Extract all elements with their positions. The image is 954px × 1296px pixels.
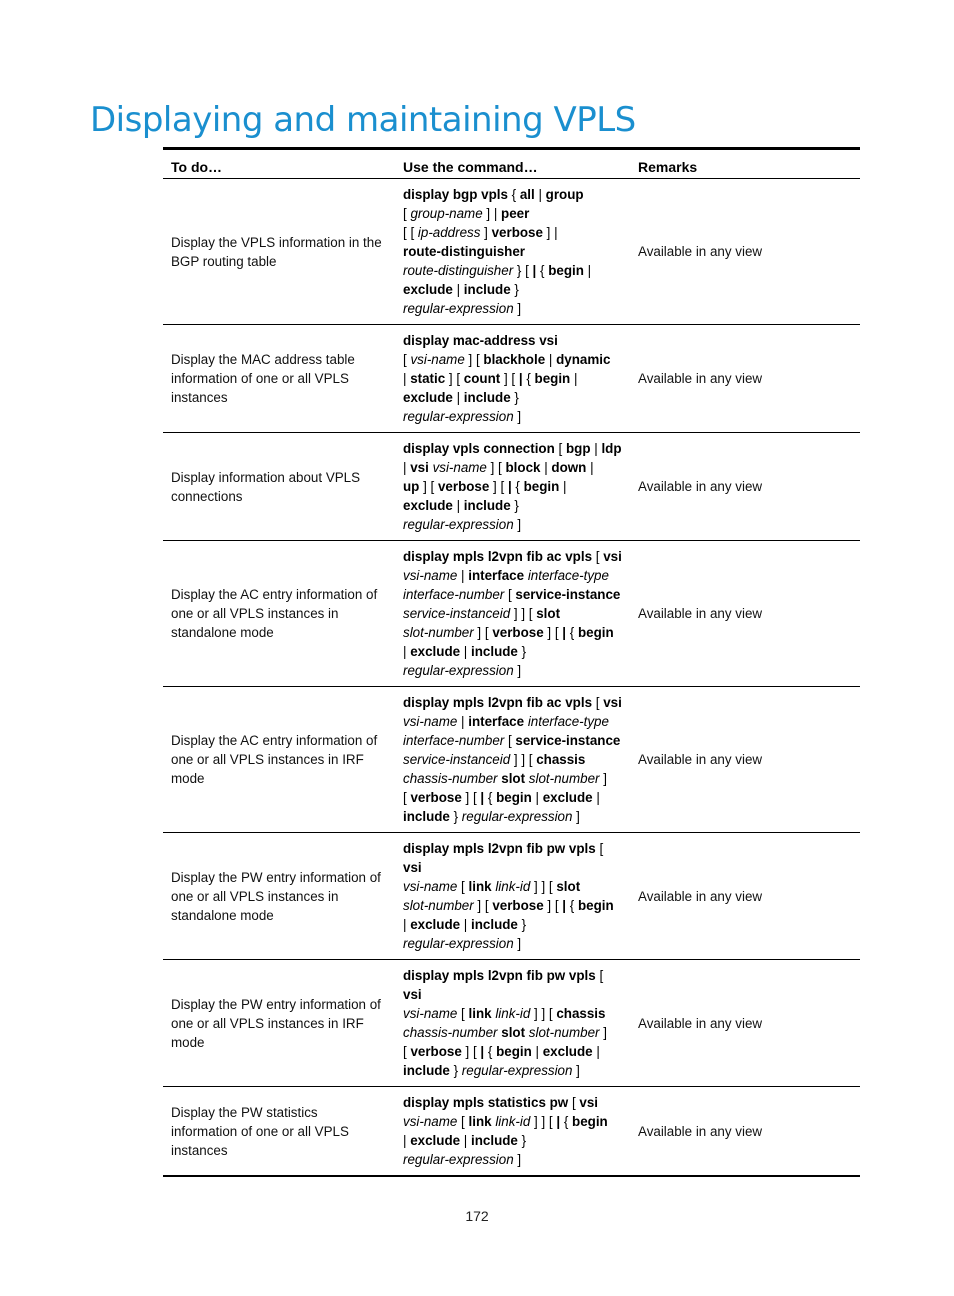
syntax-punctuation: } xyxy=(449,809,462,824)
syntax-punctuation: ] ] [ xyxy=(510,752,537,767)
syntax-punctuation: | xyxy=(531,790,543,805)
syntax-punctuation: ] xyxy=(599,1025,607,1040)
keyword: ldp xyxy=(601,441,622,456)
syntax-punctuation: ] [ xyxy=(473,625,493,640)
argument: vsi-name xyxy=(403,1006,458,1021)
argument: regular-expression xyxy=(403,301,514,316)
command-syntax xyxy=(395,833,630,960)
syntax-punctuation: ] ] [ xyxy=(530,1006,557,1021)
argument: regular-expression xyxy=(403,936,514,951)
task-description: Display the PW entry information of one or all VPLS instances in IRF mode xyxy=(171,996,381,1050)
keyword: dynamic xyxy=(556,352,611,367)
syntax-punctuation: ] | xyxy=(482,206,502,221)
header-command: Use the command… xyxy=(403,159,538,175)
task-description: Display the MAC address table information of one or all VPLS instances xyxy=(171,352,355,405)
table-body xyxy=(163,179,860,1177)
keyword: display mpls statistics pw xyxy=(403,1095,569,1110)
keyword: begin xyxy=(572,1114,608,1129)
keyword: include xyxy=(471,1133,518,1148)
syntax-punctuation: ] [ xyxy=(461,790,481,805)
keyword: service-instance xyxy=(515,587,621,602)
syntax-punctuation: { xyxy=(560,1114,573,1129)
argument: chassis-number xyxy=(403,1025,498,1040)
command-syntax xyxy=(395,433,630,541)
syntax-punctuation: ] xyxy=(513,301,522,316)
keyword: exclude xyxy=(403,282,453,297)
syntax-punctuation: | xyxy=(452,282,464,297)
argument: vsi-name xyxy=(403,714,458,729)
keyword: | xyxy=(507,479,512,494)
syntax-punctuation: | xyxy=(570,371,578,386)
keyword: display vpls connection xyxy=(403,441,555,456)
syntax-punctuation: ] [ xyxy=(543,898,563,913)
command-syntax xyxy=(395,687,630,833)
argument: regular-expression xyxy=(403,409,514,424)
keyword: include xyxy=(403,809,450,824)
syntax-punctuation: [ [ xyxy=(403,225,418,240)
keyword: exclude xyxy=(410,1133,461,1148)
syntax-punctuation: | xyxy=(452,498,464,513)
keyword: vsi xyxy=(603,549,622,564)
syntax-punctuation: | xyxy=(559,479,567,494)
syntax-punctuation: ] xyxy=(572,809,580,824)
syntax-punctuation: { xyxy=(536,263,549,278)
syntax-punctuation: | xyxy=(403,371,411,386)
syntax-punctuation: ] xyxy=(513,517,522,532)
syntax-punctuation: [ xyxy=(403,352,411,367)
syntax-punctuation: { xyxy=(511,479,524,494)
syntax-punctuation: ] [ xyxy=(419,479,438,494)
keyword: verbose xyxy=(491,225,543,240)
syntax-punctuation: | xyxy=(460,917,471,932)
command-syntax xyxy=(395,1087,630,1177)
command-syntax xyxy=(395,179,630,325)
argument: vsi-name xyxy=(403,568,458,583)
argument: regular-expression xyxy=(461,809,573,824)
table-row xyxy=(163,179,860,325)
table-row xyxy=(163,433,860,541)
syntax-punctuation: } xyxy=(510,390,519,405)
argument: vsi-name xyxy=(403,1114,458,1129)
keyword: slot xyxy=(501,1025,526,1040)
syntax-punctuation: | xyxy=(457,568,469,583)
syntax-punctuation: [ xyxy=(595,968,604,983)
table-header-row xyxy=(163,149,860,179)
remarks: Available in any view xyxy=(638,1123,763,1139)
syntax-punctuation: ] [ xyxy=(464,352,484,367)
keyword: link xyxy=(468,879,492,894)
keyword: verbose xyxy=(410,790,462,805)
keyword: up xyxy=(403,479,420,494)
command-syntax xyxy=(395,325,630,433)
syntax-punctuation: [ xyxy=(457,1114,469,1129)
syntax-punctuation: [ xyxy=(592,549,604,564)
syntax-punctuation: ] ] [ xyxy=(530,879,557,894)
keyword: display bgp vpls xyxy=(403,187,508,202)
remarks: Available in any view xyxy=(638,479,763,494)
syntax-punctuation: } [ xyxy=(513,263,533,278)
syntax-punctuation: } xyxy=(449,1063,462,1078)
syntax-punctuation: [ xyxy=(403,1044,411,1059)
syntax-punctuation: | xyxy=(531,1044,543,1059)
keyword: verbose xyxy=(437,479,490,494)
syntax-punctuation: ] [ xyxy=(473,898,493,913)
syntax-punctuation: ] [ xyxy=(489,479,508,494)
command-table xyxy=(163,147,860,1177)
argument: regular-expression xyxy=(461,1063,573,1078)
argument: regular-expression xyxy=(403,1152,514,1167)
keyword: blackhole xyxy=(483,352,546,367)
keyword: | xyxy=(556,1114,561,1129)
argument: route-distinguisher xyxy=(403,263,514,278)
syntax-punctuation: | xyxy=(590,441,602,456)
syntax-punctuation: } xyxy=(510,282,519,297)
task-description: Display the AC entry information of one or all VPLS instances in standalone mode xyxy=(171,587,378,640)
syntax-punctuation: | xyxy=(403,917,411,932)
argument: interface-type xyxy=(527,714,609,729)
syntax-punctuation: ] xyxy=(572,1063,580,1078)
keyword: | xyxy=(480,790,485,805)
remarks: Available in any view xyxy=(638,244,763,259)
syntax-punctuation: | xyxy=(460,1133,471,1148)
keyword: exclude xyxy=(410,917,461,932)
syntax-punctuation: [ xyxy=(457,879,469,894)
keyword: | xyxy=(518,371,523,386)
argument: interface-number xyxy=(403,733,505,748)
keyword: vsi xyxy=(579,1095,599,1110)
table-row xyxy=(163,833,860,960)
syntax-punctuation: } xyxy=(517,917,527,932)
keyword: slot xyxy=(536,606,561,621)
keyword: group xyxy=(545,187,584,202)
header-todo: To do… xyxy=(171,159,223,175)
syntax-punctuation: ] xyxy=(513,663,522,678)
keyword: peer xyxy=(501,206,530,221)
argument: interface-number xyxy=(403,587,505,602)
keyword: include xyxy=(463,390,511,405)
keyword: service-instance xyxy=(515,733,621,748)
syntax-punctuation: ] [ xyxy=(486,460,506,475)
argument: interface-type xyxy=(527,568,609,583)
syntax-punctuation: [ xyxy=(568,1095,580,1110)
syntax-punctuation: ] [ xyxy=(500,371,519,386)
keyword: bgp xyxy=(565,441,591,456)
table-row xyxy=(163,541,860,687)
keyword: begin xyxy=(577,625,614,640)
syntax-punctuation: [ xyxy=(403,206,411,221)
keyword: | xyxy=(480,1044,485,1059)
syntax-punctuation: ] xyxy=(480,225,492,240)
keyword: exclude xyxy=(403,390,453,405)
syntax-punctuation: } xyxy=(517,1133,527,1148)
keyword: include xyxy=(471,644,518,659)
command-syntax xyxy=(395,541,630,687)
argument: link-id xyxy=(495,1006,531,1021)
remarks: Available in any view xyxy=(638,752,763,767)
syntax-punctuation: [ xyxy=(504,587,516,602)
keyword: vsi xyxy=(603,695,622,710)
syntax-punctuation: ] ] [ xyxy=(510,606,537,621)
argument: group-name xyxy=(410,206,483,221)
command-syntax xyxy=(395,960,630,1087)
syntax-punctuation: | xyxy=(457,714,469,729)
syntax-punctuation: | xyxy=(403,1133,411,1148)
argument: slot-number xyxy=(403,898,474,913)
syntax-punctuation: | xyxy=(534,187,546,202)
table-row xyxy=(163,325,860,433)
argument: regular-expression xyxy=(403,517,514,532)
syntax-punctuation: | xyxy=(403,644,411,659)
keyword: include xyxy=(403,1063,450,1078)
syntax-punctuation: { xyxy=(566,625,578,640)
keyword: exclude xyxy=(542,790,593,805)
table-row xyxy=(163,960,860,1087)
keyword: vsi xyxy=(403,987,422,1002)
syntax-punctuation: ] [ xyxy=(543,625,563,640)
argument: ip-address xyxy=(417,225,481,240)
page-number: 172 xyxy=(465,1208,489,1224)
keyword: display mac-address vsi xyxy=(403,333,558,348)
syntax-punctuation: ] xyxy=(513,409,522,424)
syntax-punctuation: ] ] [ xyxy=(530,1114,557,1129)
task-description: Display the VPLS information in the BGP routing table xyxy=(171,234,382,269)
syntax-punctuation: [ xyxy=(592,695,604,710)
keyword: begin xyxy=(548,263,584,278)
argument: vsi-name xyxy=(410,352,465,367)
keyword: verbose xyxy=(410,1044,462,1059)
syntax-punctuation: ] | xyxy=(542,225,558,240)
keyword: begin xyxy=(496,790,532,805)
keyword: begin xyxy=(496,1044,532,1059)
syntax-punctuation: | xyxy=(460,644,471,659)
keyword: route-distinguisher xyxy=(403,244,526,259)
keyword: begin xyxy=(534,371,571,386)
syntax-punctuation: { xyxy=(507,187,520,202)
syntax-punctuation: | xyxy=(592,790,600,805)
argument: slot-number xyxy=(528,771,600,786)
syntax-punctuation: } xyxy=(517,644,527,659)
keyword: begin xyxy=(577,898,614,913)
syntax-punctuation: [ xyxy=(595,841,604,856)
keyword: vsi xyxy=(410,460,429,475)
syntax-punctuation: { xyxy=(522,371,535,386)
syntax-punctuation: ] xyxy=(513,1152,522,1167)
keyword: chassis xyxy=(536,752,586,767)
keyword: display mpls l2vpn fib ac vpls xyxy=(403,695,593,710)
page-title: Displaying and maintaining VPLS xyxy=(90,100,636,140)
syntax-punctuation: { xyxy=(484,790,497,805)
syntax-punctuation: } xyxy=(510,498,519,513)
keyword: exclude xyxy=(410,644,461,659)
keyword: display mpls l2vpn fib pw vpls xyxy=(403,968,596,983)
syntax-punctuation: | xyxy=(583,263,592,278)
remarks: Available in any view xyxy=(638,1015,763,1031)
argument: slot-number xyxy=(403,625,474,640)
header-remarks: Remarks xyxy=(638,159,698,175)
argument: service-instanceid xyxy=(403,752,511,767)
remarks: Available in any view xyxy=(638,371,763,386)
argument: link-id xyxy=(495,879,531,894)
keyword: begin xyxy=(523,479,560,494)
remarks: Available in any view xyxy=(638,606,763,621)
argument: vsi-name xyxy=(403,879,458,894)
keyword: slot xyxy=(556,879,581,894)
syntax-punctuation: [ xyxy=(457,1006,469,1021)
keyword: count xyxy=(463,371,501,386)
keyword: block xyxy=(505,460,541,475)
task-description: Display the AC entry information of one or all VPLS instances in IRF mode xyxy=(171,733,378,786)
keyword: | xyxy=(562,898,567,913)
syntax-punctuation: | xyxy=(586,460,594,475)
keyword: display mpls l2vpn fib pw vpls xyxy=(403,841,596,856)
syntax-punctuation: ] [ xyxy=(461,1044,481,1059)
remarks: Available in any view xyxy=(638,888,763,904)
table-row xyxy=(163,1087,860,1177)
keyword: static xyxy=(410,371,446,386)
syntax-punctuation: ] xyxy=(599,771,607,786)
keyword: verbose xyxy=(492,898,544,913)
keyword: include xyxy=(471,917,518,932)
keyword: include xyxy=(463,282,511,297)
keyword: display mpls l2vpn fib ac vpls xyxy=(403,549,593,564)
table-row xyxy=(163,687,860,833)
keyword: all xyxy=(519,187,535,202)
syntax-punctuation: | xyxy=(540,460,552,475)
syntax-punctuation: | xyxy=(403,460,411,475)
syntax-punctuation: [ xyxy=(504,733,516,748)
syntax-punctuation: [ xyxy=(554,441,566,456)
keyword: chassis xyxy=(556,1006,606,1021)
keyword: interface xyxy=(468,714,525,729)
syntax-punctuation: { xyxy=(484,1044,497,1059)
syntax-punctuation: | xyxy=(545,352,557,367)
syntax-punctuation: ] [ xyxy=(445,371,464,386)
task-description: Display the PW entry information of one or all VPLS instances in standalone mode xyxy=(171,869,381,923)
task-description: Display information about VPLS connections xyxy=(171,469,361,504)
keyword: link xyxy=(468,1114,492,1129)
syntax-punctuation: | xyxy=(592,1044,600,1059)
keyword: down xyxy=(551,460,587,475)
argument: vsi-name xyxy=(432,460,487,475)
argument: service-instanceid xyxy=(403,606,511,621)
argument: slot-number xyxy=(528,1025,600,1040)
keyword: include xyxy=(463,498,511,513)
task-description: Display the PW statistics information of one or all VPLS instances xyxy=(171,1104,349,1158)
keyword: | xyxy=(532,263,537,278)
syntax-punctuation: { xyxy=(566,898,578,913)
syntax-punctuation: | xyxy=(452,390,464,405)
syntax-punctuation: ] xyxy=(513,936,522,951)
argument: link-id xyxy=(495,1114,531,1129)
keyword: vsi xyxy=(403,860,422,875)
keyword: exclude xyxy=(542,1044,593,1059)
syntax-punctuation: [ xyxy=(403,790,411,805)
argument: regular-expression xyxy=(403,663,514,678)
argument: chassis-number xyxy=(403,771,498,786)
keyword: | xyxy=(562,625,567,640)
keyword: verbose xyxy=(492,625,544,640)
keyword: exclude xyxy=(403,498,453,513)
keyword: link xyxy=(468,1006,492,1021)
keyword: slot xyxy=(501,771,526,786)
keyword: interface xyxy=(468,568,525,583)
